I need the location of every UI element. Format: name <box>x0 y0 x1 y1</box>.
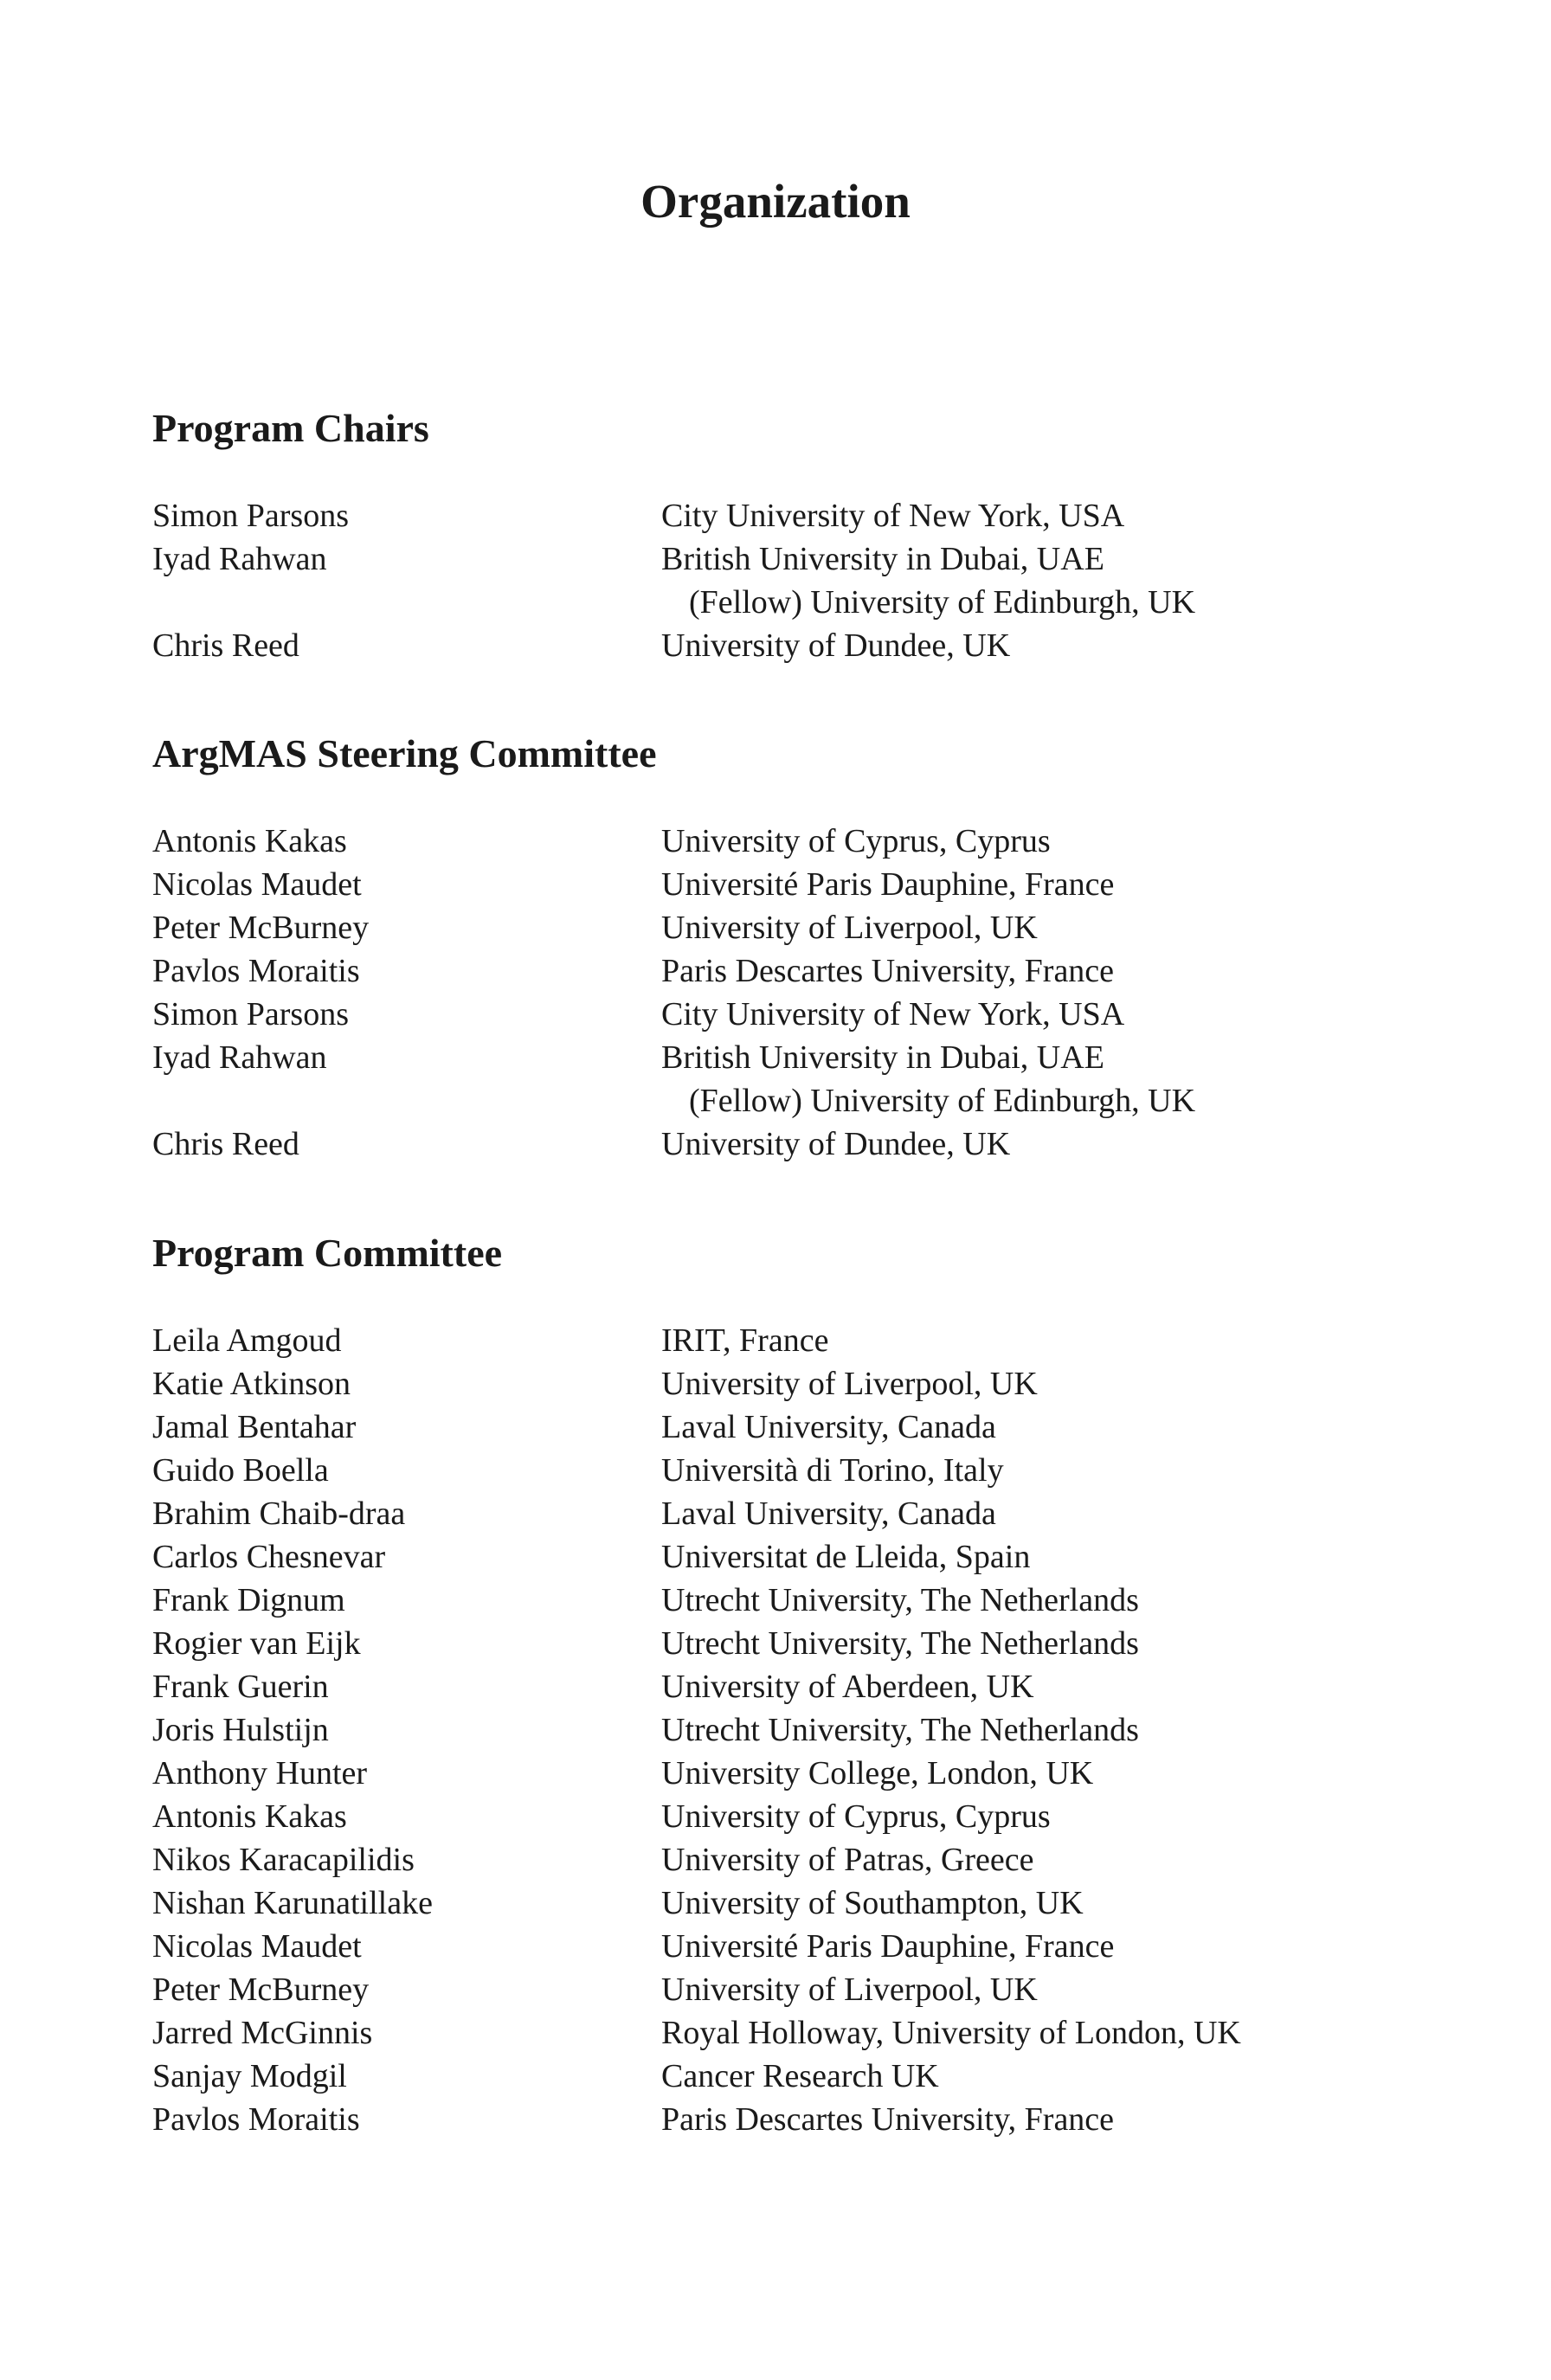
member-name: Carlos Chesnevar <box>152 1539 386 1575</box>
section-heading: Program Committee <box>152 1231 503 1275</box>
member-row <box>152 1579 1407 1622</box>
member-name: Joris Hulstijn <box>152 1712 329 1748</box>
member-row <box>152 1405 1407 1449</box>
member-affiliation: Laval University, Canada <box>661 1496 996 1532</box>
member-name: Rogier van Eijk <box>152 1625 361 1662</box>
member-name: Jarred McGinnis <box>152 2015 373 2051</box>
member-row <box>152 993 1407 1036</box>
member-affiliation: Cancer Research UK <box>661 2058 939 2094</box>
member-affiliation: University of Liverpool, UK <box>661 910 1038 946</box>
member-affiliation: City University of New York, USA <box>661 498 1125 534</box>
member-name: Peter McBurney <box>152 910 370 946</box>
member-affiliation: Laval University, Canada <box>661 1409 996 1445</box>
member-name: Jamal Bentahar <box>152 1409 357 1445</box>
section-program-chairs <box>152 402 1407 667</box>
member-name: Leila Amgoud <box>152 1322 342 1359</box>
member-affiliation: Paris Descartes University, France <box>661 2101 1115 2138</box>
member-name: Katie Atkinson <box>152 1366 351 1402</box>
member-name: Pavlos Moraitis <box>152 2101 360 2138</box>
member-row <box>152 2055 1407 2098</box>
member-list <box>152 820 1407 1166</box>
member-affiliation: University of Patras, Greece <box>661 1842 1034 1878</box>
section-program-committee <box>152 1227 1407 2141</box>
member-row <box>152 1795 1407 1838</box>
member-list <box>152 1319 1407 2141</box>
member-name <box>152 581 661 624</box>
member-row <box>152 1449 1407 1492</box>
member-name: Simon Parsons <box>152 498 349 534</box>
member-row <box>152 1622 1407 1665</box>
member-affiliation: University College, London, UK <box>661 1755 1094 1791</box>
member-affiliation: City University of New York, USA <box>661 996 1125 1032</box>
member-name: Nicolas Maudet <box>152 1928 362 1965</box>
member-name: Nikos Karacapilidis <box>152 1842 415 1878</box>
member-row <box>152 1708 1407 1752</box>
member-affiliation: Royal Holloway, University of London, UK <box>661 2015 1241 2051</box>
member-name: Guido Boella <box>152 1452 329 1489</box>
member-affiliation: Université Paris Dauphine, France <box>661 866 1115 903</box>
member-row <box>152 1925 1407 1968</box>
member-name: Simon Parsons <box>152 996 349 1032</box>
member-row <box>152 863 1407 906</box>
member-affiliation: Utrecht University, The Netherlands <box>661 1625 1139 1662</box>
member-name: Sanjay Modgil <box>152 2058 347 2094</box>
member-name: Iyad Rahwan <box>152 541 327 577</box>
member-row <box>152 1362 1407 1405</box>
member-name: Brahim Chaib-draa <box>152 1496 406 1532</box>
member-affiliation: University of Dundee, UK <box>661 627 1011 664</box>
member-affiliation: British University in Dubai, UAE <box>661 541 1104 577</box>
member-row <box>152 1079 1407 1122</box>
member-row <box>152 581 1407 624</box>
member-list <box>152 494 1407 667</box>
member-affiliation: University of Liverpool, UK <box>661 1972 1038 2008</box>
member-affiliation: University of Liverpool, UK <box>661 1366 1038 1402</box>
member-name: Antonis Kakas <box>152 1798 347 1835</box>
member-name: Frank Dignum <box>152 1582 345 1618</box>
member-affiliation: Utrecht University, The Netherlands <box>661 1712 1139 1748</box>
member-affiliation: Universitat de Lleida, Spain <box>661 1539 1031 1575</box>
member-name: Iyad Rahwan <box>152 1039 327 1076</box>
member-row <box>152 1036 1407 1079</box>
member-row <box>152 2098 1407 2141</box>
member-affiliation: Utrecht University, The Netherlands <box>661 1582 1139 1618</box>
member-name: Antonis Kakas <box>152 823 347 859</box>
member-row <box>152 1492 1407 1535</box>
member-affiliation: University of Cyprus, Cyprus <box>661 1798 1051 1835</box>
member-row <box>152 537 1407 581</box>
member-name: Anthony Hunter <box>152 1755 368 1791</box>
member-row <box>152 1665 1407 1708</box>
member-row <box>152 494 1407 537</box>
member-affiliation: IRIT, France <box>661 1322 829 1359</box>
member-row <box>152 1122 1407 1166</box>
member-row <box>152 1319 1407 1362</box>
member-row <box>152 949 1407 993</box>
member-name: Nicolas Maudet <box>152 866 362 903</box>
section-steering-committee <box>152 728 1407 1166</box>
member-affiliation: University of Cyprus, Cyprus <box>661 823 1051 859</box>
member-row <box>152 1968 1407 2011</box>
member-name: Frank Guerin <box>152 1669 329 1705</box>
section-heading: Program Chairs <box>152 406 429 450</box>
member-name: Chris Reed <box>152 1126 299 1162</box>
member-affiliation: (Fellow) University of Edinburgh, UK <box>689 1083 1196 1119</box>
member-affiliation: British University in Dubai, UAE <box>661 1039 1104 1076</box>
member-row <box>152 1535 1407 1579</box>
member-name: Chris Reed <box>152 627 299 664</box>
member-row <box>152 1881 1407 1925</box>
member-affiliation: University of Dundee, UK <box>661 1126 1011 1162</box>
member-affiliation: (Fellow) University of Edinburgh, UK <box>689 584 1196 621</box>
page-title: Organization <box>640 175 911 228</box>
member-name: Nishan Karunatillake <box>152 1885 433 1921</box>
member-row <box>152 2011 1407 2055</box>
member-row <box>152 624 1407 667</box>
member-affiliation: University of Aberdeen, UK <box>661 1669 1034 1705</box>
member-row <box>152 906 1407 949</box>
member-affiliation: Paris Descartes University, France <box>661 953 1115 989</box>
member-name <box>152 1079 661 1122</box>
member-row <box>152 1838 1407 1881</box>
member-row <box>152 1752 1407 1795</box>
member-affiliation: Università di Torino, Italy <box>661 1452 1004 1489</box>
member-name: Peter McBurney <box>152 1972 370 2008</box>
member-affiliation: University of Southampton, UK <box>661 1885 1084 1921</box>
section-heading: ArgMAS Steering Committee <box>152 731 657 775</box>
member-row <box>152 820 1407 863</box>
member-name: Pavlos Moraitis <box>152 953 360 989</box>
member-affiliation: Université Paris Dauphine, France <box>661 1928 1115 1965</box>
